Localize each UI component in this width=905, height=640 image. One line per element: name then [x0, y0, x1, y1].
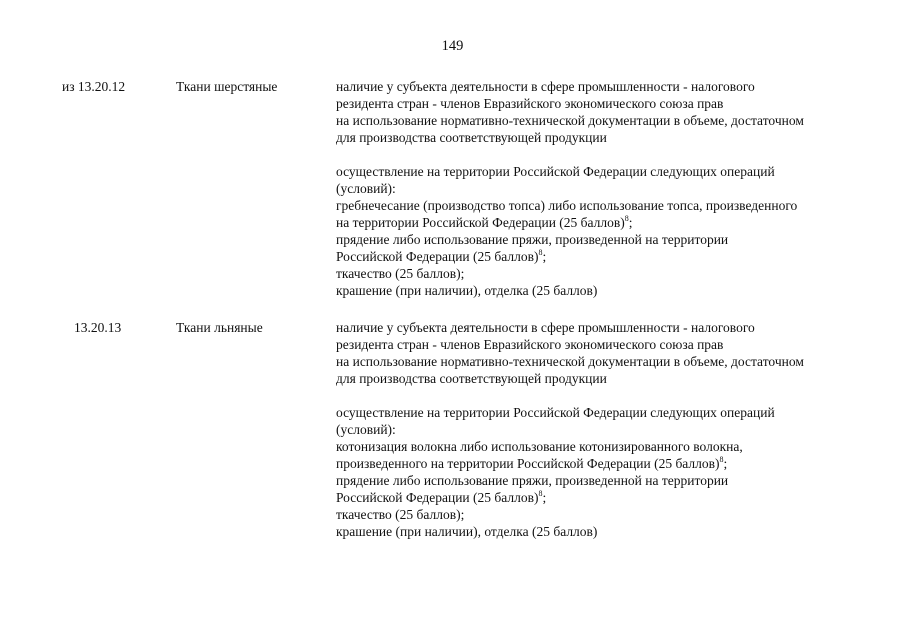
product-code: 13.20.13 [74, 320, 122, 335]
conditions-cell [336, 319, 896, 540]
text-line: крашение (при наличии), отделка (25 баллов) [336, 283, 598, 298]
text-line: (условий): [336, 422, 396, 437]
conditions-cell [336, 78, 896, 299]
text-line: гребнечесание (производство топса) либо использование топса, произведенного [336, 198, 798, 213]
product-code: из 13.20.12 [62, 79, 126, 94]
text-line: на территории Российской Федерации (25 баллов)$^8$; [336, 213, 633, 230]
product-name: Ткани льняные [176, 320, 263, 335]
requirement-paragraph [336, 319, 896, 387]
footnote-ref: 8 [719, 454, 724, 464]
footnote-ref: 8 [538, 488, 543, 498]
text-line: котонизация волокна либо использование котонизированного волокна, [336, 439, 743, 454]
text-line: для производства соответствующей продукции [336, 130, 607, 145]
text-line: Российской Федерации (25 баллов)$^8$; [336, 247, 547, 264]
text-line: произведенного на территории Российской Федерации (25 баллов)$^8$; [336, 454, 728, 471]
text-line: наличие у субъекта деятельности в сфере промышленности - налогового [336, 79, 755, 94]
footnote-ref: 8 [538, 247, 543, 257]
operations-paragraph [336, 404, 896, 540]
footnote-ref: 8 [624, 213, 629, 223]
text-line: прядение либо использование пряжи, произведенной на территории [336, 232, 729, 247]
text-line: крашение (при наличии), отделка (25 баллов) [336, 524, 598, 539]
text-line: наличие у субъекта деятельности в сфере промышленности - налогового [336, 320, 755, 335]
text-line: резидента стран - членов Евразийского экономического союза прав [336, 96, 724, 111]
text-line: для производства соответствующей продукции [336, 371, 607, 386]
text-line: (условий): [336, 181, 396, 196]
product-name: Ткани шерстяные [176, 79, 278, 94]
text-line: на использование нормативно-технической документации в объеме, достаточном [336, 354, 804, 369]
operations-paragraph [336, 163, 896, 299]
text-line: ткачество (25 баллов); [336, 266, 465, 281]
text-line: Российской Федерации (25 баллов)$^8$; [336, 488, 547, 505]
text-line: прядение либо использование пряжи, произведенной на территории [336, 473, 729, 488]
text-line: осуществление на территории Российской Федерации следующих операций [336, 405, 775, 420]
page-number: 149 [441, 38, 464, 54]
text-line: осуществление на территории Российской Федерации следующих операций [336, 164, 775, 179]
text-line: на использование нормативно-технической документации в объеме, достаточном [336, 113, 804, 128]
requirement-paragraph [336, 78, 896, 146]
text-line: резидента стран - членов Евразийского экономического союза прав [336, 337, 724, 352]
text-line: ткачество (25 баллов); [336, 507, 465, 522]
